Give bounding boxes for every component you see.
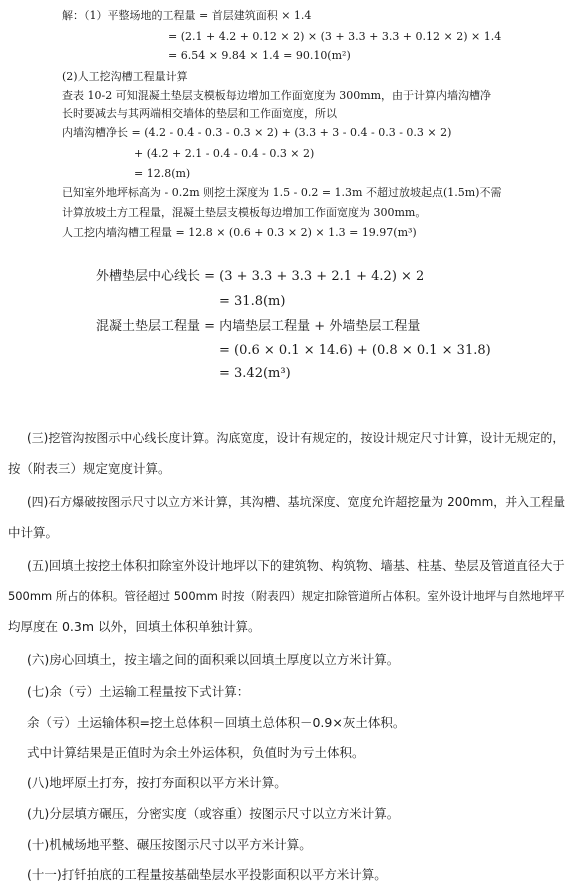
step2-heading: (2)人工挖沟槽工程量计算 xyxy=(62,70,188,83)
rule-3-line2: 按（附表三）规定宽度计算。 xyxy=(8,461,171,476)
outer-cushion-centerline-result: = 31.8(m) xyxy=(219,294,286,309)
rule-11: (十一)打钎拍底的工程量按基础垫层水平投影面积以平方米计算。 xyxy=(27,867,387,882)
step1-result: = 6.54 × 9.84 × 1.4 = 90.10(m²) xyxy=(168,49,351,62)
concrete-cushion-expansion: = (0.6 × 0.1 × 14.6) + (0.8 × 0.1 × 31.8) xyxy=(219,343,491,358)
depth-text-line1: 已知室外地坪标高为 - 0.2m 则挖土深度为 1.5 - 0.2 = 1.3m 不超过放坡起点(1.5m)不需 xyxy=(62,186,502,199)
inner-trench-volume: 人工挖内墙沟槽工程量 = 12.8 × (0.6 + 0.3 × 2) × 1.3 = 19.97(m³) xyxy=(62,226,417,239)
rule-9: (九)分层填方碾压，分密实度（或容重）按图示尺寸以立方米计算。 xyxy=(27,806,400,821)
concrete-cushion-formula: 混凝土垫层工程量 = 内墙垫层工程量 + 外墙垫层工程量 xyxy=(96,319,421,334)
inner-trench-length-result: = 12.8(m) xyxy=(134,167,191,180)
step1-formula: 解：（1）平整场地的工程量 = 首层建筑面积 × 1.4 xyxy=(62,9,312,22)
inner-trench-length-cont: + (4.2 + 2.1 - 0.4 - 0.4 - 0.3 × 2) xyxy=(134,147,315,160)
rule-5-line1: (五)回填土按挖土体积扣除室外设计地坪以下的建筑物、构筑物、墙基、柱基、垫层及管道直径大于 xyxy=(27,559,565,573)
rule-4-line1: (四)石方爆破按图示尺寸以立方米计算，其沟槽、基坑深度、宽度允许超挖量为 200mm，并入工程量 xyxy=(27,495,566,509)
rule-7: (七)余（亏）土运输工程量按下式计算： xyxy=(27,684,250,699)
rule-7-formula: 余（亏）土运输体积=挖土总体积－回填土总体积－0.9×灰土体积。 xyxy=(27,715,406,730)
rule-6: (六)房心回填土，按主墙之间的面积乘以回填土厚度以立方米计算。 xyxy=(27,652,400,667)
rule-4-line2: 中计算。 xyxy=(8,525,59,540)
rule-3-line1: (三)挖管沟按图示中心线长度计算。沟底宽度，设计有规定的，按设计规定尺寸计算，设计无规定的， xyxy=(27,431,565,445)
rule-7-note: 式中计算结果是正值时为余土外运体积，负值时为亏土体积。 xyxy=(27,745,365,760)
rule-10: (十)机械场地平整、碾压按图示尺寸以平方米计算。 xyxy=(27,837,312,852)
step2-text-line1: 查表 10-2 可知混凝土垫层支模板每边增加工作面宽度为 300mm，由于计算内墙沟槽净 xyxy=(62,89,492,102)
rule-5-line2: 500mm 所占的体积。管径超过 500mm 时按（附表四）规定扣除管道所占体积。室外设计地坪与自然地坪平 xyxy=(8,589,565,603)
outer-cushion-centerline: 外槽垫层中心线长 = (3 + 3.3 + 3.3 + 2.1 + 4.2) × 2 xyxy=(96,269,425,284)
step1-expansion: = (2.1 + 4.2 + 0.12 × 2) × (3 + 3.3 + 3.3 + 0.12 × 2) × 1.4 xyxy=(168,30,502,43)
depth-text-line2: 计算放坡土方工程量，混凝土垫层支模板每边增加工作面宽度为 300mm。 xyxy=(62,206,427,219)
rule-5-line3: 均厚度在 0.3m 以外，回填土体积单独计算。 xyxy=(8,619,261,634)
rule-8: (八)地坪原土打夯，按打夯面积以平方米计算。 xyxy=(27,775,287,790)
concrete-cushion-result: = 3.42(m³) xyxy=(219,366,291,381)
inner-trench-length: 内墙沟槽净长 = (4.2 - 0.4 - 0.3 - 0.3 × 2) + (3.3 + 3 - 0.4 - 0.3 - 0.3 × 2) xyxy=(62,126,452,139)
step2-text-line2: 长时要减去与其两端相交墙体的垫层和工作面宽度，所以 xyxy=(62,107,337,120)
